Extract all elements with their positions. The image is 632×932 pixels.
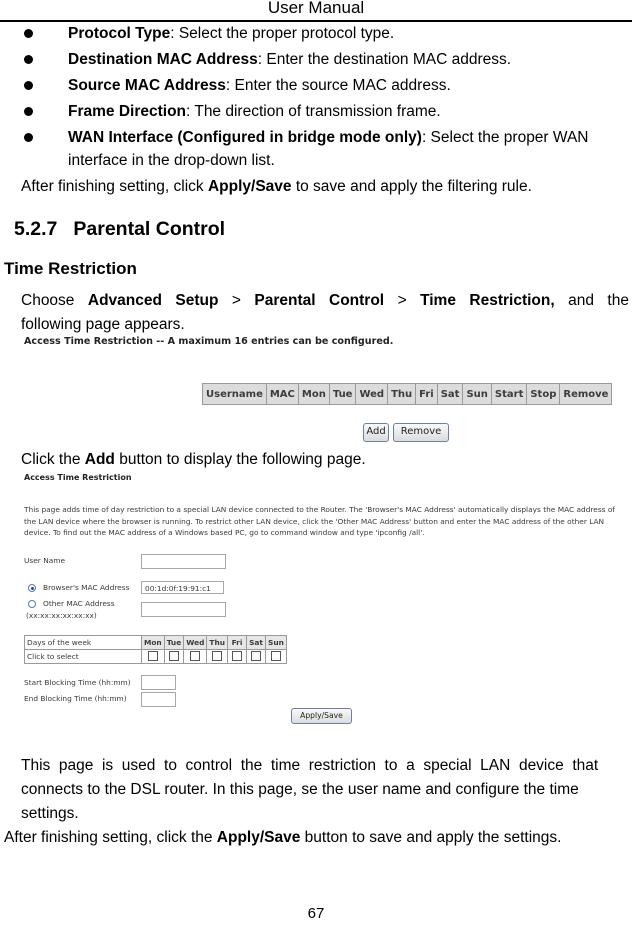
shot2-desc-line: This page adds time of day restriction to a special LAN device connected to the Router. The 'Browser's MAC Address' automatically displays the MAC address of xyxy=(24,505,616,514)
browser-mac-label: Browser's MAC Address xyxy=(43,583,130,592)
word: Restriction, xyxy=(469,292,555,309)
bullet-dot xyxy=(24,133,33,142)
choose-line xyxy=(21,290,629,312)
day-checkbox[interactable] xyxy=(190,651,200,661)
column-header: MAC xyxy=(266,384,298,405)
other-mac-input[interactable] xyxy=(141,602,226,617)
bullet-protocol-type xyxy=(68,23,394,45)
bullet-dot xyxy=(24,81,33,90)
page-header-title: User Manual xyxy=(267,0,365,17)
page-number: 67 xyxy=(307,905,325,922)
text-bold: Apply/Save xyxy=(207,178,292,195)
column-header: Thu xyxy=(388,384,416,405)
day-checkbox[interactable] xyxy=(169,651,179,661)
bullet-desc: : Enter the destination MAC address. xyxy=(257,51,512,68)
apply-save-button[interactable]: Apply/Save xyxy=(291,708,352,724)
bullet-source-mac xyxy=(68,75,451,97)
day-checkbox-cell xyxy=(266,650,287,664)
click-add-line xyxy=(21,449,366,471)
word: Setup xyxy=(175,292,219,309)
table-header-row xyxy=(203,384,612,405)
remove-button[interactable]: Remove xyxy=(393,423,449,442)
start-time-label: Start Blocking Time (hh:mm) xyxy=(24,678,131,687)
click-to-select-label: Click to select xyxy=(25,650,142,664)
bullet-term: Destination MAC Address xyxy=(68,51,258,68)
bullet-wan-interface xyxy=(68,127,589,149)
column-header: Stop xyxy=(527,384,560,405)
text: to save and apply the filtering rule. xyxy=(291,178,532,195)
column-header: Tue xyxy=(329,384,356,405)
bullet-term: WAN Interface (Configured in bridge mode only) xyxy=(68,129,422,146)
bullet-frame-direction xyxy=(68,101,441,123)
word: > xyxy=(397,292,407,309)
day-header: Sat xyxy=(247,636,266,650)
days-of-week-table xyxy=(24,635,287,664)
word: Advanced xyxy=(87,292,162,309)
text: After finishing setting, click xyxy=(21,178,208,195)
bullet-dot xyxy=(24,55,33,64)
other-mac-hint: (xx:xx:xx:xx:xx:xx) xyxy=(26,611,97,620)
column-header: Sun xyxy=(463,384,491,405)
word: > xyxy=(231,292,241,309)
bullet-wan-interface-cont: interface in the drop-down list. xyxy=(68,152,275,169)
section-heading xyxy=(14,218,225,241)
shot2-description xyxy=(24,504,624,539)
column-header: Remove xyxy=(560,384,612,405)
other-mac-radio[interactable] xyxy=(28,600,36,608)
day-header: Wed xyxy=(184,636,207,650)
bullet-term: Source MAC Address xyxy=(68,77,226,94)
day-checkbox-cell xyxy=(228,650,247,664)
end-time-input[interactable] xyxy=(141,692,176,707)
day-checkbox-cell xyxy=(164,650,184,664)
after-finishing-filter xyxy=(21,176,532,198)
text: button to save and apply the settings. xyxy=(300,829,562,846)
bullet-desc: : Select the proper WAN xyxy=(421,129,589,146)
days-header-row xyxy=(25,636,287,650)
column-header: Fri xyxy=(416,384,438,405)
access-time-table xyxy=(202,383,612,405)
body-para-line-2: connects to the DSL router. In this page, se the user name and configure the time xyxy=(21,781,579,798)
word: Parental xyxy=(254,292,316,309)
column-header: Start xyxy=(491,384,526,405)
section-number: 5.2.7 xyxy=(14,218,58,240)
column-header: Sat xyxy=(437,384,463,405)
word: Time xyxy=(420,292,456,309)
shot2-title: Access Time Restriction xyxy=(24,473,132,482)
browser-mac-field[interactable]: 00:1d:0f:19:91:c1 xyxy=(141,581,224,594)
day-checkbox[interactable] xyxy=(251,651,261,661)
text-bold: Apply/Save xyxy=(216,829,301,846)
browser-mac-radio[interactable] xyxy=(28,584,36,592)
body-para-line-1: This page is used to control the time restriction to a special LAN device that xyxy=(21,757,599,774)
other-mac-label: Other MAC Address xyxy=(43,599,115,608)
column-header: Mon xyxy=(298,384,329,405)
after-finishing-settings xyxy=(4,827,561,849)
word: the xyxy=(607,292,629,309)
day-header: Mon xyxy=(142,636,165,650)
bullet-dot xyxy=(24,107,33,116)
section-title: Parental Control xyxy=(73,218,226,240)
column-header: Username xyxy=(203,384,267,405)
day-header: Tue xyxy=(164,636,184,650)
word: Choose xyxy=(21,292,75,309)
bullet-term: Frame Direction xyxy=(68,103,187,120)
text: button to display the following page. xyxy=(114,451,366,468)
bullet-dot xyxy=(24,29,33,38)
shot1-title: Access Time Restriction -- A maximum 16 entries can be configured. xyxy=(24,336,394,347)
bullet-desc: : Select the proper protocol type. xyxy=(170,25,395,42)
bullet-destination-mac xyxy=(68,49,511,71)
day-checkbox-cell xyxy=(207,650,228,664)
add-button[interactable]: Add xyxy=(363,423,389,442)
day-header: Sun xyxy=(266,636,287,650)
body-para-line-3: settings. xyxy=(21,805,79,822)
header-rule xyxy=(0,20,632,22)
days-checkbox-row xyxy=(25,650,287,664)
end-time-label: End Blocking Time (hh:mm) xyxy=(24,694,127,703)
text: After finishing setting, click the xyxy=(4,829,217,846)
day-checkbox[interactable] xyxy=(148,651,158,661)
bullet-desc: : Enter the source MAC address. xyxy=(225,77,451,94)
user-name-label: User Name xyxy=(24,556,65,565)
subheading: Time Restriction xyxy=(4,259,137,278)
radio-selected-dot xyxy=(31,587,34,590)
word: Control xyxy=(329,292,385,309)
user-name-input[interactable] xyxy=(141,554,226,569)
day-header: Fri xyxy=(228,636,247,650)
text: Click the xyxy=(21,451,85,468)
bullet-term: Protocol Type xyxy=(68,25,171,42)
day-checkbox[interactable] xyxy=(232,651,242,661)
day-checkbox[interactable] xyxy=(212,651,222,661)
day-header: Thu xyxy=(207,636,228,650)
day-checkbox-cell xyxy=(184,650,207,664)
day-checkbox-cell xyxy=(247,650,266,664)
text-bold: Add xyxy=(84,451,115,468)
day-checkbox-cell xyxy=(142,650,165,664)
start-time-input[interactable] xyxy=(141,675,176,690)
column-header: Wed xyxy=(356,384,388,405)
choose-line-2: following page appears. xyxy=(21,316,185,333)
word: and xyxy=(568,292,594,309)
shot2-desc-line: device. To find out the MAC address of a Windows based PC, go to command window and type 'ipconfig /all'. xyxy=(24,528,425,537)
shot2-desc-line: the LAN device where the browser is running. To restrict other LAN device, click the 'Other MAC Address' button and enter the MAC address of the other LAN xyxy=(24,516,605,526)
days-label: Days of the week xyxy=(25,636,142,650)
bullet-desc: : The direction of transmission frame. xyxy=(186,103,441,120)
day-checkbox[interactable] xyxy=(271,651,281,661)
